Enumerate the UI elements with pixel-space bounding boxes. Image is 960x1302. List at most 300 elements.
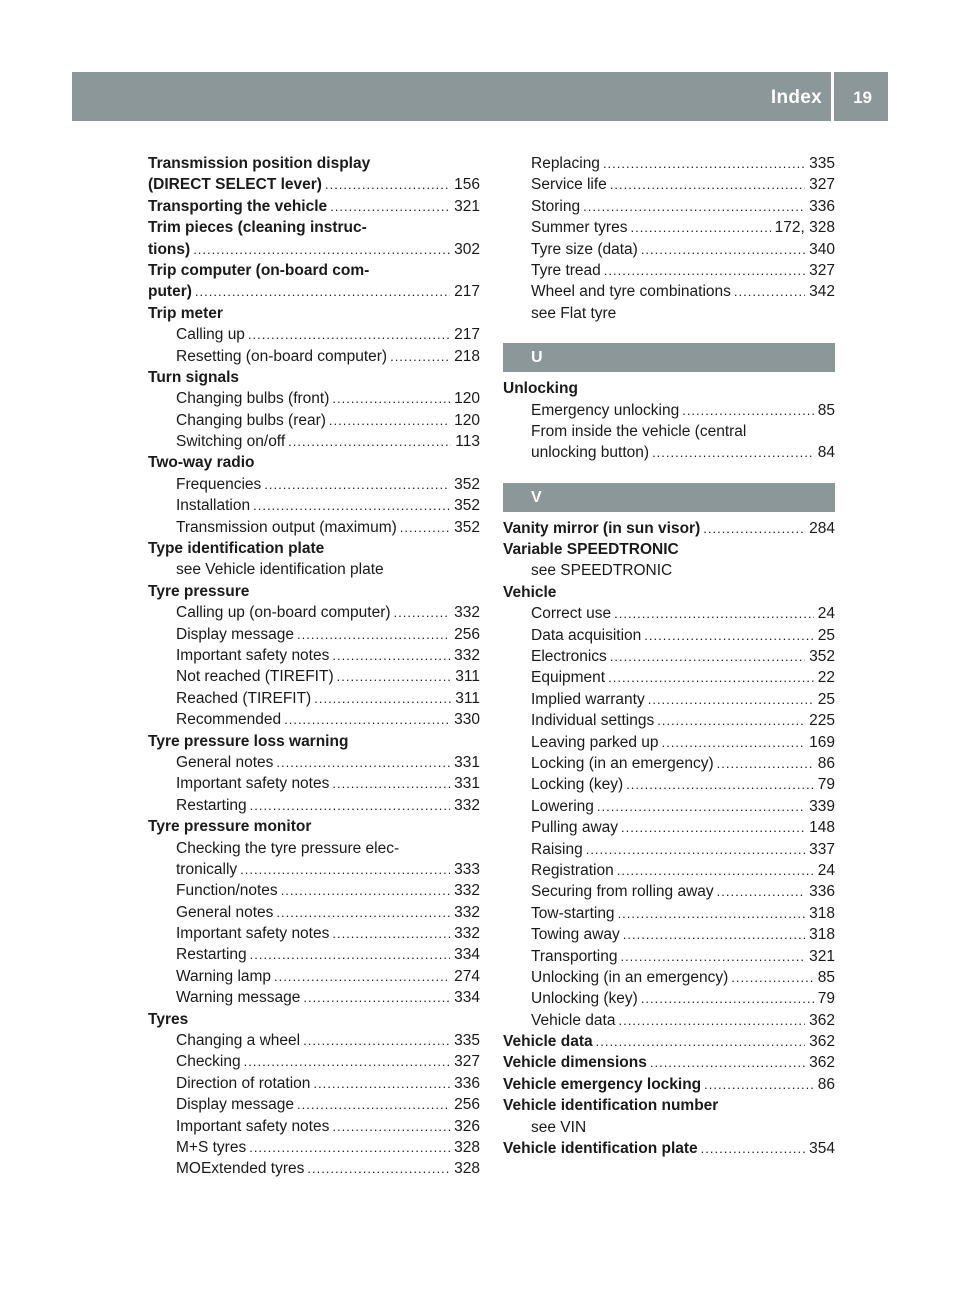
entry-page-number: 217 <box>454 283 480 301</box>
entry-label: Direction of rotation <box>176 1074 311 1092</box>
entry-label: Changing bulbs (front) <box>176 390 330 408</box>
dot-leader <box>583 196 805 217</box>
index-subentry <box>503 400 835 421</box>
entry-label: Storing <box>531 197 581 215</box>
entry-label: Unlocking (in an emergency) <box>531 968 729 986</box>
entry-label: Pulling away <box>531 819 619 837</box>
index-subentry <box>503 774 835 795</box>
entry-label: Wheel and tyre combinations <box>531 283 731 301</box>
dot-leader <box>652 442 814 463</box>
dot-leader <box>604 260 805 281</box>
entry-label: Emergency unlocking <box>531 401 680 419</box>
index-column-left <box>148 153 480 1180</box>
entry-page-number: 336 <box>809 883 835 901</box>
index-subentry <box>503 281 835 302</box>
index-subentry <box>503 1010 835 1031</box>
entry-label: Transporting <box>531 947 618 965</box>
index-entry <box>148 452 480 473</box>
entry-label: tions) <box>148 240 191 258</box>
index-entry <box>148 260 480 281</box>
index-column-right <box>503 153 835 1159</box>
index-subentry <box>148 602 480 623</box>
index-subentry <box>148 944 480 965</box>
entry-page-number: 25 <box>817 626 835 644</box>
dot-leader <box>249 1137 450 1158</box>
entry-page-number: 25 <box>817 690 835 708</box>
index-subentry <box>503 732 835 753</box>
entry-page-number: 218 <box>454 347 480 365</box>
index-entry <box>148 367 480 388</box>
entry-page-number: 362 <box>809 1011 835 1029</box>
entry-page-number: 321 <box>454 197 480 215</box>
dot-leader <box>297 1094 450 1115</box>
entry-label: Replacing <box>531 155 600 172</box>
entry-page-number: 331 <box>454 775 480 793</box>
dot-leader <box>596 1031 806 1052</box>
entry-page-number: 311 <box>455 668 480 686</box>
entry-label: Individual settings <box>531 712 655 730</box>
entry-page-number: 86 <box>817 754 835 772</box>
dot-leader <box>390 346 450 367</box>
index-subentry <box>503 421 835 442</box>
dot-leader <box>617 860 814 881</box>
entry-page-number: 311 <box>455 689 480 707</box>
index-entry <box>148 196 480 217</box>
entry-page-number: 24 <box>817 861 835 879</box>
dot-leader <box>264 474 450 495</box>
index-subentry <box>148 880 480 901</box>
entry-page-number: 156 <box>454 176 480 194</box>
index-subentry <box>148 666 480 687</box>
index-subentry <box>148 902 480 923</box>
entry-label: Vehicle <box>503 583 557 601</box>
entry-label: Registration <box>531 861 614 879</box>
entry-label: Vehicle identification number <box>503 1097 719 1115</box>
dot-leader <box>276 752 450 773</box>
entry-page-number: 327 <box>809 261 835 279</box>
entry-label: Warning message <box>176 989 301 1007</box>
entry-page-number: 352 <box>454 475 480 493</box>
entry-page-number: 332 <box>454 646 480 664</box>
entry-label: see Vehicle identification plate <box>176 561 384 579</box>
entry-page-number: 113 <box>455 433 480 451</box>
index-entry <box>503 582 835 603</box>
index-subentry <box>148 1158 480 1179</box>
dot-leader <box>332 388 450 409</box>
index-entry <box>148 581 480 602</box>
dot-leader <box>337 666 452 687</box>
entry-page-number: 335 <box>809 155 835 172</box>
entry-page-number: 327 <box>809 176 835 194</box>
entry-label: Variable SPEEDTRONIC <box>503 541 679 559</box>
entry-label: Equipment <box>531 669 606 687</box>
index-subentry <box>148 1094 480 1115</box>
entry-label: Tyre pressure <box>148 582 250 600</box>
dot-leader <box>623 924 805 945</box>
entry-label: Trim pieces (cleaning instruc- <box>148 219 367 237</box>
dot-leader <box>717 753 814 774</box>
index-subentry <box>503 946 835 967</box>
index-subentry <box>503 881 835 902</box>
dot-leader <box>332 1116 450 1137</box>
index-entry <box>148 153 480 174</box>
page-header <box>72 72 888 121</box>
entry-label: see Flat tyre <box>531 304 617 322</box>
index-entry <box>503 518 835 539</box>
entry-page-number: 334 <box>454 989 480 1007</box>
dot-leader <box>603 153 805 174</box>
index-entry <box>148 303 480 324</box>
index-subentry <box>148 559 480 580</box>
index-subentry <box>148 859 480 880</box>
index-entry <box>503 1052 835 1073</box>
entry-label: Tow-starting <box>531 904 615 922</box>
index-entry <box>148 281 480 302</box>
entry-page-number: 342 <box>809 283 835 301</box>
dot-leader <box>313 1073 450 1094</box>
entry-page-number: 336 <box>454 1074 480 1092</box>
dot-leader <box>332 645 450 666</box>
dot-leader <box>614 603 814 624</box>
index-letter-heading: U <box>503 343 835 372</box>
entry-page-number: 85 <box>817 401 835 419</box>
dot-leader <box>704 1074 814 1095</box>
entry-label: Installation <box>176 497 251 515</box>
index-entry <box>503 1074 835 1095</box>
index-entry <box>503 1031 835 1052</box>
index-subentry <box>503 753 835 774</box>
entry-page-number: 333 <box>454 860 480 878</box>
page-number: 19 <box>853 88 872 107</box>
index-subentry <box>503 796 835 817</box>
dot-leader <box>662 732 806 753</box>
entry-page-number: 302 <box>454 240 480 258</box>
index-subentry <box>503 442 835 463</box>
index-entry <box>148 538 480 559</box>
entry-label: Lowering <box>531 797 594 815</box>
dot-leader <box>717 881 805 902</box>
index-subentry <box>148 1116 480 1137</box>
index-subentry <box>503 667 835 688</box>
dot-leader <box>193 239 450 260</box>
entry-label: Transporting the vehicle <box>148 197 328 215</box>
index-subentry <box>503 710 835 731</box>
entry-page-number: 326 <box>454 1117 480 1135</box>
dot-leader <box>641 988 814 1009</box>
entry-label: Service life <box>531 176 607 194</box>
entry-label: Function/notes <box>176 882 278 900</box>
dot-leader <box>307 1158 450 1179</box>
entry-label: General notes <box>176 903 274 921</box>
entry-page-number: 336 <box>809 197 835 215</box>
index-subentry <box>148 795 480 816</box>
index-subentry <box>503 988 835 1009</box>
entry-page-number: 328 <box>454 1160 480 1178</box>
dot-leader <box>332 923 450 944</box>
entry-label: Important safety notes <box>176 1117 330 1135</box>
entry-page-number: 256 <box>454 1096 480 1114</box>
dot-leader <box>240 859 450 880</box>
entry-page-number: 328 <box>454 1138 480 1156</box>
dot-leader <box>734 281 805 302</box>
entry-label: Tyre pressure loss warning <box>148 732 349 750</box>
index-subentry <box>503 153 835 174</box>
dot-leader <box>250 795 450 816</box>
entry-label: Changing a wheel <box>176 1032 301 1050</box>
index-subentry <box>148 517 480 538</box>
entry-page-number: 169 <box>809 733 835 751</box>
dot-leader <box>325 174 450 195</box>
header-divider <box>831 72 834 121</box>
entry-label: Summer tyres <box>531 219 628 237</box>
dot-leader <box>731 967 813 988</box>
index-subentry <box>503 839 835 860</box>
entry-page-number: 85 <box>817 968 835 986</box>
dot-leader <box>303 1030 450 1051</box>
entry-page-number: 22 <box>817 669 835 687</box>
index-subentry <box>503 303 835 324</box>
entry-label: Restarting <box>176 796 247 814</box>
entry-page-number: 352 <box>809 648 835 666</box>
entry-page-number: 284 <box>809 519 835 537</box>
dot-leader <box>276 902 450 923</box>
entry-label: Locking (key) <box>531 776 624 794</box>
entry-label: Important safety notes <box>176 646 330 664</box>
entry-label: Leaving parked up <box>531 733 659 751</box>
index-entry <box>503 1138 835 1159</box>
entry-page-number: 337 <box>809 840 835 858</box>
dot-leader <box>630 217 770 238</box>
index-entry <box>148 816 480 837</box>
entry-label: Display message <box>176 625 295 643</box>
entry-label: Not reached (TIREFIT) <box>176 668 334 686</box>
dot-leader <box>400 517 450 538</box>
entry-label: MOExtended tyres <box>176 1160 305 1178</box>
index-subentry <box>503 689 835 710</box>
entry-page-number: 24 <box>817 605 835 623</box>
entry-label: Vanity mirror (in sun visor) <box>503 519 701 537</box>
entry-label: Resetting (on-board computer) <box>176 347 388 365</box>
index-subentry <box>148 495 480 516</box>
index-entry <box>148 174 480 195</box>
index-subentry <box>148 773 480 794</box>
dot-leader <box>701 1138 805 1159</box>
index-subentry <box>503 196 835 217</box>
entry-label: unlocking button) <box>531 444 650 462</box>
entry-label: General notes <box>176 753 274 771</box>
index-entry <box>503 539 835 560</box>
entry-label: Towing away <box>531 926 620 944</box>
entry-label: Display message <box>176 1096 295 1114</box>
index-subentry <box>148 966 480 987</box>
entry-page-number: 327 <box>454 1053 480 1071</box>
entry-page-number: 352 <box>454 497 480 515</box>
dot-leader <box>597 796 805 817</box>
dot-leader <box>284 709 450 730</box>
entry-page-number: 217 <box>454 326 480 344</box>
index-subentry <box>503 646 835 667</box>
entry-label: Calling up <box>176 326 245 344</box>
index-subentry <box>148 474 480 495</box>
entry-page-number: 120 <box>454 411 480 429</box>
entry-label: Data acquisition <box>531 626 642 644</box>
entry-label: tronically <box>176 860 238 878</box>
dot-leader <box>626 774 814 795</box>
entry-page-number: 332 <box>454 925 480 943</box>
entry-label: Trip computer (on-board com- <box>148 261 370 279</box>
entry-label: Changing bulbs (rear) <box>176 411 326 429</box>
index-subentry <box>503 217 835 238</box>
entry-page-number: 79 <box>817 990 835 1008</box>
entry-label: Restarting <box>176 946 247 964</box>
entry-label: Securing from rolling away <box>531 883 714 901</box>
dot-leader <box>608 667 814 688</box>
dot-leader <box>620 946 805 967</box>
entry-label: Tyre size (data) <box>531 240 638 258</box>
entry-page-number: 332 <box>454 903 480 921</box>
entry-label: Checking <box>176 1053 241 1071</box>
index-subentry <box>503 924 835 945</box>
dot-leader <box>329 410 450 431</box>
index-entry <box>503 1095 835 1116</box>
dot-leader <box>248 324 450 345</box>
dot-leader <box>641 239 805 260</box>
entry-label: Locking (in an emergency) <box>531 754 714 772</box>
entry-label: Transmission position display <box>148 155 371 172</box>
index-subentry <box>148 388 480 409</box>
index-letter-heading: V <box>503 483 835 512</box>
dot-leader <box>297 624 450 645</box>
entry-label: Unlocking (key) <box>531 990 638 1008</box>
index-subentry <box>148 431 480 452</box>
dot-leader <box>650 1052 805 1073</box>
entry-label: Important safety notes <box>176 925 330 943</box>
dot-leader <box>288 431 451 452</box>
entry-label: Calling up (on-board computer) <box>176 604 391 622</box>
index-subentry <box>148 1137 480 1158</box>
dot-leader <box>610 646 805 667</box>
index-subentry <box>503 603 835 624</box>
index-subentry <box>503 1117 835 1138</box>
dot-leader <box>618 903 806 924</box>
dot-leader <box>195 281 450 302</box>
index-subentry <box>148 410 480 431</box>
entry-page-number: 332 <box>454 882 480 900</box>
entry-label: Tyre tread <box>531 261 601 279</box>
entry-page-number: 334 <box>454 946 480 964</box>
entry-page-number: 362 <box>809 1054 835 1072</box>
index-subentry <box>148 838 480 859</box>
entry-page-number: 362 <box>809 1033 835 1051</box>
dot-leader <box>303 987 450 1008</box>
entry-label: Transmission output (maximum) <box>176 518 397 536</box>
index-subentry <box>503 625 835 646</box>
entry-label: Implied warranty <box>531 690 645 708</box>
entry-label: Electronics <box>531 648 607 666</box>
dot-leader <box>274 966 450 987</box>
entry-label: Recommended <box>176 711 282 729</box>
index-subentry <box>503 967 835 988</box>
dot-leader <box>253 495 450 516</box>
entry-label: puter) <box>148 283 192 301</box>
section-title: Index <box>770 87 822 108</box>
index-subentry <box>503 174 835 195</box>
index-subentry <box>148 709 480 730</box>
index-subentry <box>148 752 480 773</box>
index-subentry <box>503 260 835 281</box>
entry-label: Two-way radio <box>148 454 255 472</box>
entry-page-number: 79 <box>817 776 835 794</box>
entry-label: Warning lamp <box>176 967 272 985</box>
entry-label: Switching on/off <box>176 433 286 451</box>
dot-leader <box>682 400 814 421</box>
dot-leader <box>281 880 450 901</box>
entry-page-number: 148 <box>809 819 835 837</box>
entry-label: From inside the vehicle (central <box>531 422 747 440</box>
entry-page-number: 274 <box>454 967 480 985</box>
dot-leader <box>648 689 814 710</box>
entry-page-number: 332 <box>454 604 480 622</box>
entry-label: Important safety notes <box>176 775 330 793</box>
entry-page-number: 318 <box>809 926 835 944</box>
entry-label: Checking the tyre pressure elec- <box>176 839 400 857</box>
dot-leader <box>657 710 805 731</box>
entry-page-number: 335 <box>454 1032 480 1050</box>
dot-leader <box>330 196 450 217</box>
index-subentry <box>148 688 480 709</box>
entry-label: Unlocking <box>503 380 578 398</box>
index-entry <box>148 1009 480 1030</box>
dot-leader <box>394 602 451 623</box>
dot-leader <box>586 839 805 860</box>
dot-leader <box>703 518 805 539</box>
entry-label: see VIN <box>531 1118 587 1136</box>
entry-label: Vehicle emergency locking <box>503 1075 702 1093</box>
entry-page-number: 331 <box>454 753 480 771</box>
index-subentry <box>148 1030 480 1051</box>
entry-page-number: 352 <box>454 518 480 536</box>
index-subentry <box>503 903 835 924</box>
dot-leader <box>314 688 451 709</box>
dot-leader <box>618 1010 805 1031</box>
entry-label: Reached (TIREFIT) <box>176 689 312 707</box>
dot-leader <box>250 944 450 965</box>
index-subentry <box>503 860 835 881</box>
index-subentry <box>148 1073 480 1094</box>
entry-label: see SPEEDTRONIC <box>531 562 673 580</box>
entry-label: Trip meter <box>148 304 223 322</box>
entry-label: Raising <box>531 840 583 858</box>
entry-label: Type identification plate <box>148 540 325 558</box>
entry-page-number: 120 <box>454 390 480 408</box>
entry-label: Vehicle data <box>503 1033 593 1051</box>
index-subentry <box>503 239 835 260</box>
entry-label: Tyres <box>148 1010 189 1028</box>
index-entry <box>148 217 480 238</box>
entry-page-number: 354 <box>809 1140 835 1158</box>
index-subentry <box>148 624 480 645</box>
entry-page-number: 172, 328 <box>774 219 835 237</box>
index-subentry <box>503 560 835 581</box>
entry-page-number: 225 <box>809 712 835 730</box>
entry-page-number: 84 <box>817 444 835 462</box>
entry-label: M+S tyres <box>176 1138 247 1156</box>
entry-page-number: 330 <box>454 711 480 729</box>
index-subentry <box>148 324 480 345</box>
index-subentry <box>148 987 480 1008</box>
index-entry <box>148 239 480 260</box>
index-subentry <box>503 817 835 838</box>
